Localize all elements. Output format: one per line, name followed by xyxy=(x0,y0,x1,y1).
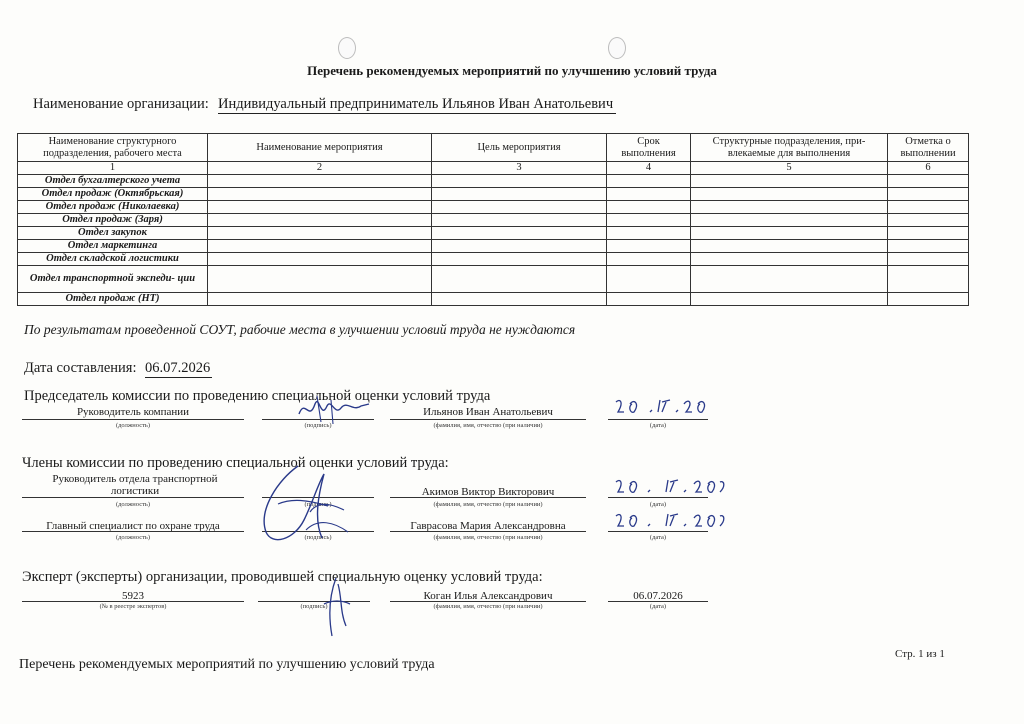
handwritten-date-icon xyxy=(612,476,730,500)
table-row xyxy=(18,214,969,227)
department-name: Отдел складской логистики xyxy=(18,253,208,266)
assessment-note: По результатам проведенной СОУТ, рабочие места в улучшении условий труда не нуждаются xyxy=(24,322,576,337)
fio-caption: (фамилия, имя, отчество (при наличии) xyxy=(433,501,543,508)
table-header-cell: Наименование структурного подразделения, рабочего места xyxy=(18,134,208,162)
signature-icon xyxy=(248,460,358,550)
column-number: 5 xyxy=(691,162,888,175)
position-caption: (должность) xyxy=(115,534,151,541)
page-title: Перечень рекомендуемых мероприятий по улучшению условий труда xyxy=(307,63,717,78)
table-header-cell: Срок выполнения xyxy=(607,134,691,162)
punch-hole-icon xyxy=(338,37,356,59)
table-row xyxy=(18,293,969,306)
punch-hole-icon xyxy=(608,37,626,59)
expert-registry-number: 5923 xyxy=(122,590,144,602)
table-row xyxy=(18,188,969,201)
column-number: 1 xyxy=(18,162,208,175)
table-header-cell: Наименование мероприятия xyxy=(208,134,432,162)
organization-value: Индивидуальный предприниматель Ильянов Иван Анатольевич xyxy=(218,96,616,114)
handwritten-date-icon xyxy=(612,510,730,536)
table-row xyxy=(18,201,969,214)
table-header-cell: Структурные подразделения, при- влекаемые для выполнения xyxy=(691,134,888,162)
footer-text: Перечень рекомендуемых мероприятий по улучшению условий труда xyxy=(19,657,435,672)
column-number-row xyxy=(18,162,969,175)
table-header-row xyxy=(18,134,969,162)
fio-caption: (фамилия, имя, отчество (при наличии) xyxy=(433,603,543,610)
signature-icon xyxy=(295,392,375,426)
expert-name: Коган Илья Александрович xyxy=(423,590,553,602)
compile-date-label: Дата составления: xyxy=(24,360,137,376)
member-position: Главный специалист по охране труда xyxy=(46,520,220,532)
column-number: 2 xyxy=(208,162,432,175)
measures-table xyxy=(17,133,969,306)
date-caption: (дата) xyxy=(649,422,667,429)
signature-caption: (подпись) xyxy=(300,603,328,610)
department-name: Отдел продаж (Заря) xyxy=(18,214,208,227)
handwritten-date-icon xyxy=(612,396,712,418)
signature-icon xyxy=(318,574,354,640)
member-name: Гаврасова Мария Александровна xyxy=(410,520,566,532)
signature-caption: (подпись) xyxy=(304,422,332,429)
chairman-name: Ильянов Иван Анатольевич xyxy=(423,406,553,418)
department-name: Отдел продаж (Октябрьская) xyxy=(18,188,208,201)
table-row xyxy=(18,253,969,266)
position-caption: (должность) xyxy=(115,422,151,429)
department-name: Отдел транспортной экспеди- ции xyxy=(18,266,208,293)
department-name: Отдел продаж (НТ) xyxy=(18,293,208,306)
expert-date: 06.07.2026 xyxy=(633,590,683,602)
member-position: Руководитель отдела транспортной логистики xyxy=(52,473,218,497)
organization-label: Наименование организации: xyxy=(33,96,209,112)
fio-caption: (фамилия, имя, отчество (при наличии) xyxy=(433,534,543,541)
signature-caption: (подпись) xyxy=(304,534,332,541)
fio-caption: (фамилия, имя, отчество (при наличии) xyxy=(433,422,543,429)
table-header-cell: Цель мероприятия xyxy=(432,134,607,162)
department-name: Отдел маркетинга xyxy=(18,240,208,253)
page-number: Стр. 1 из 1 xyxy=(895,648,945,660)
table-row xyxy=(18,227,969,240)
date-caption: (дата) xyxy=(649,534,667,541)
date-caption: (дата) xyxy=(649,603,667,610)
column-number: 6 xyxy=(888,162,969,175)
table-header-cell: Отметка о выполнении xyxy=(888,134,969,162)
date-caption: (дата) xyxy=(649,501,667,508)
department-name: Отдел закупок xyxy=(18,227,208,240)
table-row xyxy=(18,175,969,188)
registry-caption: (№ в реестре экспертов) xyxy=(99,603,167,610)
position-caption: (должность) xyxy=(115,501,151,508)
chairman-position: Руководитель компании xyxy=(76,406,190,418)
department-name: Отдел продаж (Николаевка) xyxy=(18,201,208,214)
compile-date-value: 06.07.2026 xyxy=(145,360,211,376)
member-name: Акимов Виктор Викторович xyxy=(421,486,555,498)
column-number: 4 xyxy=(607,162,691,175)
column-number: 3 xyxy=(432,162,607,175)
expert-heading: Эксперт (эксперты) организации, проводившей специальную оценку условий труда: xyxy=(22,569,543,585)
signature-caption: (подпись) xyxy=(304,501,332,508)
table-row xyxy=(18,266,969,293)
table-row xyxy=(18,240,969,253)
department-name: Отдел бухгалтерского учета xyxy=(18,175,208,188)
chairman-heading: Председатель комиссии по проведению специальной оценки условий труда xyxy=(24,388,491,404)
members-heading: Члены комиссии по проведению специальной оценки условий труда: xyxy=(22,455,449,471)
